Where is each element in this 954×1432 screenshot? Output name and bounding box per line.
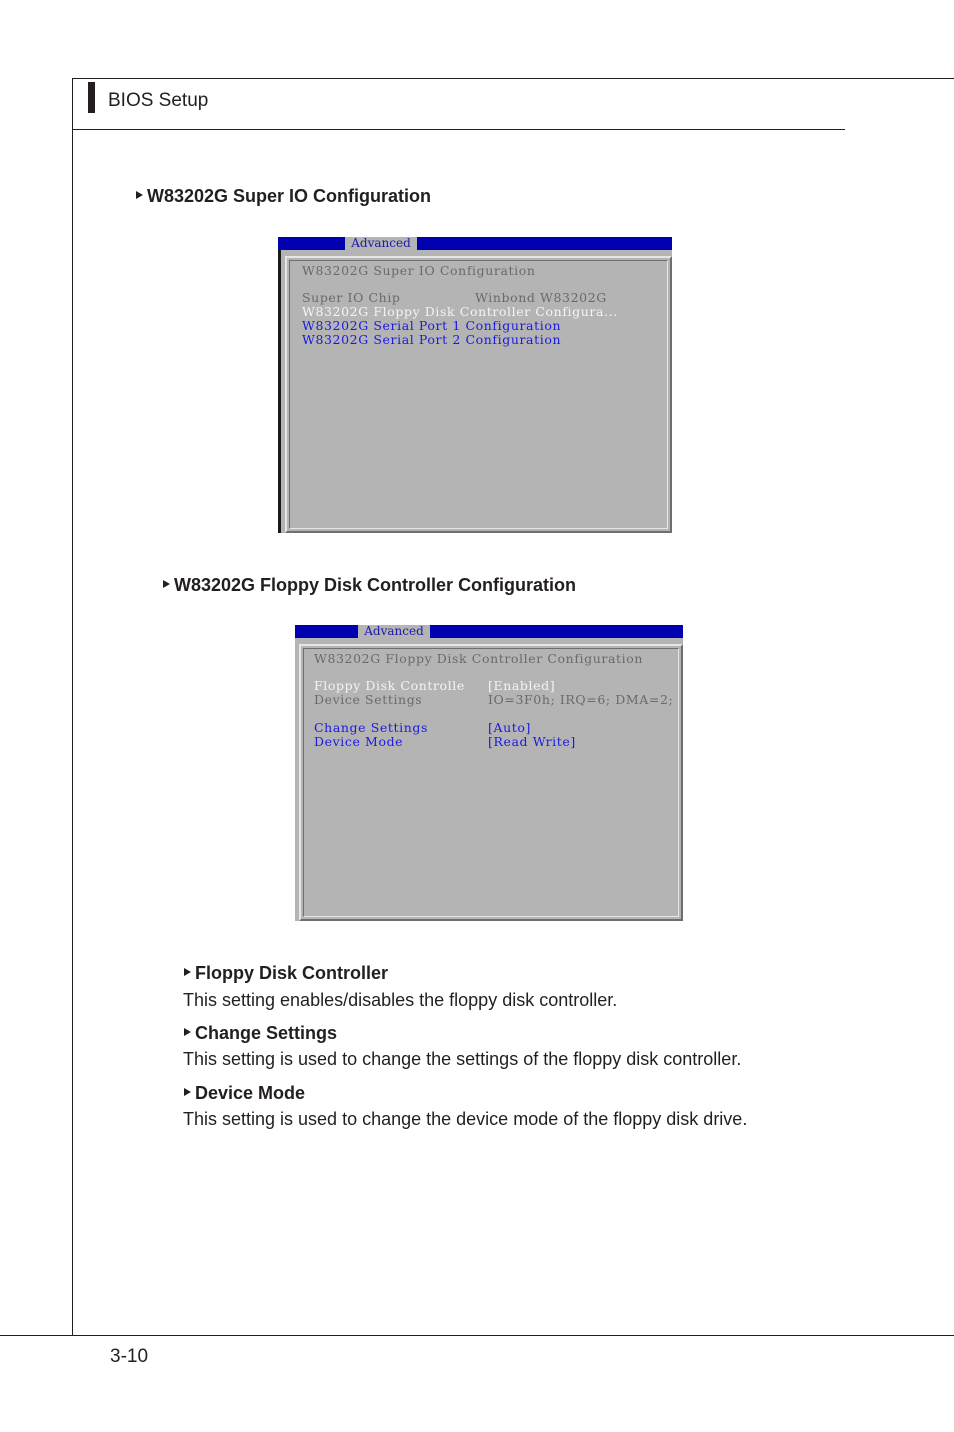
page-number: 3-10 (110, 1346, 149, 1367)
left-rule (72, 78, 73, 1335)
bios-row-label: Super IO Chip (302, 290, 401, 305)
triangle-bullet-icon (136, 191, 143, 199)
bios-row-value: Winbond W83202G (475, 290, 607, 305)
triangle-bullet-icon (184, 1028, 191, 1036)
item-heading-device-mode: Device Mode (184, 1082, 305, 1104)
triangle-bullet-icon (163, 580, 170, 588)
bios-option-change-settings-value[interactable]: [Auto] (488, 720, 531, 735)
item-heading-floppy-disk-controller: Floppy Disk Controller (184, 962, 388, 984)
header-marker (88, 82, 95, 113)
section2-heading: W83202G Floppy Disk Controller Configuration (163, 574, 576, 596)
bios-option-device-mode[interactable]: Device Mode (314, 734, 404, 749)
triangle-bullet-icon (184, 968, 191, 976)
bottom-rule (0, 1335, 954, 1336)
item-description: This setting enables/disables the floppy disk controller. (183, 990, 618, 1010)
bios-option-floppy-controller-value[interactable]: [Enabled] (488, 678, 556, 693)
triangle-bullet-icon (184, 1088, 191, 1096)
header-rule (72, 129, 845, 130)
bios-option-change-settings[interactable]: Change Settings (314, 720, 428, 735)
header-title: BIOS Setup (108, 90, 209, 111)
item-description: This setting is used to change the settings of the floppy disk controller. (183, 1049, 742, 1069)
section1-heading: W83202G Super IO Configuration (136, 185, 431, 207)
bios-tab-bar (295, 625, 683, 638)
bios-tab-advanced[interactable]: Advanced (345, 237, 417, 250)
bios-menu-serial-port-1[interactable]: W83202G Serial Port 1 Configuration (302, 318, 562, 333)
bios-menu-serial-port-2[interactable]: W83202G Serial Port 2 Configuration (302, 332, 562, 347)
item-heading-change-settings: Change Settings (184, 1022, 337, 1044)
bios-screen-super-io (278, 237, 672, 533)
bios-option-device-mode-value[interactable]: [Read Write] (488, 734, 576, 749)
bios-left-edge (278, 250, 281, 533)
bios-tab-advanced[interactable]: Advanced (358, 625, 430, 638)
bios-tab-bar (278, 237, 672, 250)
bios-row-value: IO=3F0h; IRQ=6; DMA=2; (488, 692, 674, 707)
bios-option-floppy-controller[interactable]: Floppy Disk Controlle (314, 678, 465, 693)
item-description: This setting is used to change the device mode of the floppy disk drive. (183, 1109, 748, 1129)
bios-menu-floppy-config[interactable]: W83202G Floppy Disk Controller Configura... (302, 304, 618, 319)
bios-screen-title: W83202G Floppy Disk Controller Configuration (314, 651, 644, 666)
top-rule (72, 78, 954, 79)
bios-screen-title: W83202G Super IO Configuration (302, 263, 536, 278)
bios-screen-floppy (295, 625, 683, 921)
bios-row-label: Device Settings (314, 692, 423, 707)
